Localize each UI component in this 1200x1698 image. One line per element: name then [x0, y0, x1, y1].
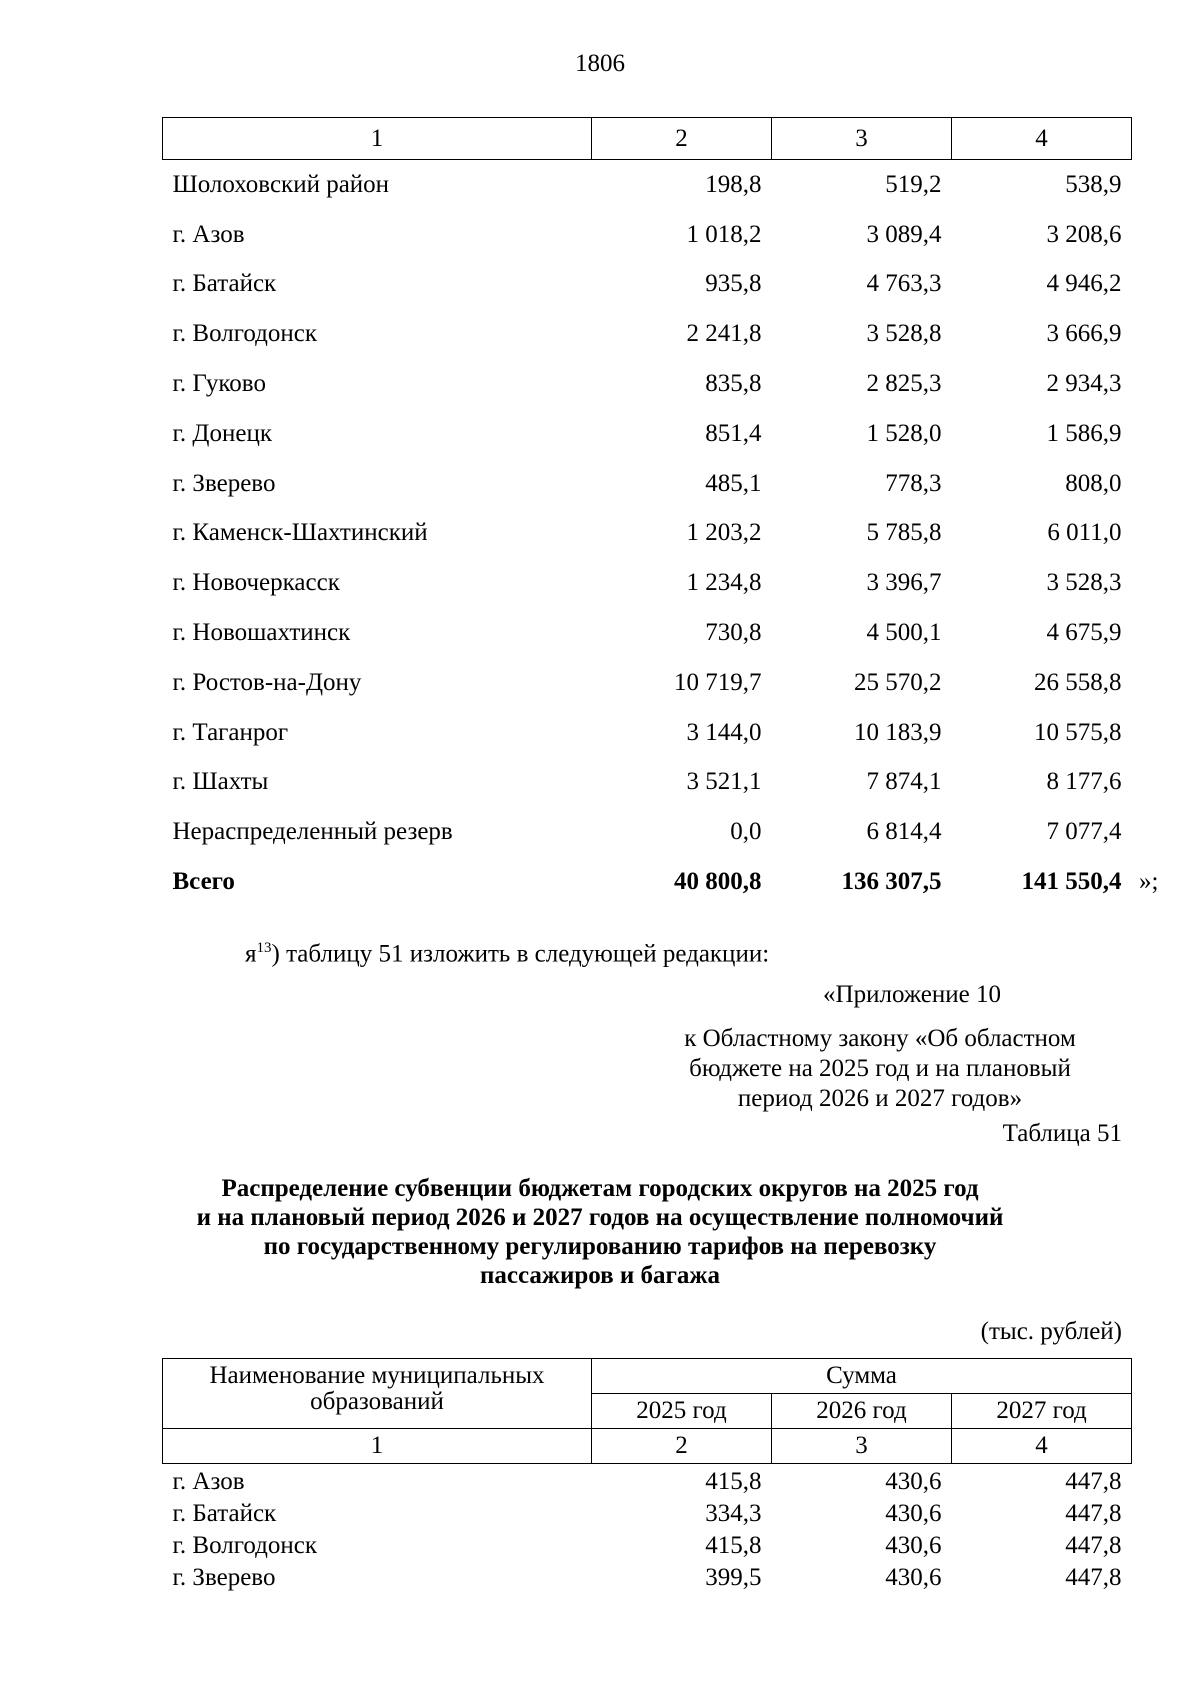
total-col-4: [952, 857, 1159, 907]
appendix-ref-line-1: к Областному закону «Об областном: [684, 1025, 1076, 1052]
municipality-name: г. Таганрог: [172, 718, 289, 746]
total-row: [163, 857, 1132, 907]
table-header-row: [163, 1359, 1132, 1394]
table-row: [163, 509, 1132, 559]
table-caption: Таблица 51: [1002, 1120, 1122, 1147]
subvention-table-top: [162, 117, 1159, 907]
value-col-2: 1 018,2: [686, 220, 762, 248]
value-col-2: 835,8: [705, 370, 762, 398]
value-col-2: 485,1: [705, 469, 762, 497]
table-row: [163, 459, 1132, 509]
municipality-name: г. Батайск: [172, 270, 277, 298]
table-row: [163, 1562, 1132, 1594]
value-col-2: 0,0: [730, 818, 762, 846]
total-col-4-value: 141 550,4: [1021, 868, 1122, 896]
value-2026: 430,6: [885, 1564, 942, 1591]
value-col-3: 4 500,1: [866, 619, 942, 647]
value-2027: 447,8: [1065, 1532, 1122, 1559]
title-line: Распределение субвенции бюджетам городских округов на 2025 год: [221, 1175, 979, 1202]
table-column-numbers-row: [163, 1429, 1132, 1464]
municipality-name: г. Новочеркасск: [172, 569, 340, 597]
value-col-2: 730,8: [705, 619, 762, 647]
table-header-row: [163, 118, 1132, 160]
header-sum: Сумма: [592, 1359, 1132, 1394]
municipality-name: г. Волгодонск: [172, 1532, 318, 1559]
value-col-4: 1 586,9: [1046, 419, 1122, 447]
column-number: 1: [163, 118, 592, 160]
value-col-2: 1 234,8: [686, 569, 762, 597]
value-col-2: 10 719,7: [674, 668, 762, 696]
municipality-name: г. Донецк: [172, 419, 272, 447]
subvention-table-51: [162, 1358, 1132, 1594]
value-col-4: 538,9: [1065, 170, 1122, 198]
value-2025: 415,8: [705, 1532, 762, 1559]
table-row: [163, 160, 1132, 210]
title-line: и на плановый период 2026 и 2027 годов на осуществление полномочий: [196, 1204, 1004, 1231]
value-col-4: 7 077,4: [1046, 818, 1122, 846]
municipality-name: Шолоховский район: [172, 170, 390, 198]
value-col-3: 3 396,7: [866, 569, 942, 597]
value-col-4: 3 666,9: [1046, 320, 1122, 348]
column-number: 2: [592, 1429, 772, 1464]
table-row: [163, 558, 1132, 608]
municipality-name: г. Зверево: [172, 469, 276, 497]
title-line: пассажиров и багажа: [479, 1262, 721, 1289]
value-2027: 447,8: [1065, 1564, 1122, 1591]
appendix-ref-line-2: бюджете на 2025 год и на плановый: [689, 1055, 1071, 1082]
units-label: (тыс. рублей): [980, 1318, 1122, 1345]
municipality-name: г. Новошахтинск: [172, 619, 351, 647]
value-col-4: 4 675,9: [1046, 619, 1122, 647]
value-col-2: 198,8: [705, 170, 762, 198]
value-col-3: 778,3: [885, 469, 942, 497]
value-2025: 399,5: [705, 1564, 762, 1591]
municipality-name: г. Батайск: [172, 1500, 277, 1527]
column-number: 1: [163, 1429, 592, 1464]
value-2025: 415,8: [705, 1468, 762, 1495]
value-col-3: 6 814,4: [866, 818, 942, 846]
municipality-name: г. Каменск-Шахтинский: [172, 519, 428, 547]
value-col-2: 935,8: [705, 270, 762, 298]
table-row: [163, 1530, 1132, 1562]
value-col-3: 5 785,8: [866, 519, 942, 547]
value-col-2: 851,4: [705, 419, 762, 447]
value-2026: 430,6: [885, 1500, 942, 1527]
appendix-label: «Приложение 10: [823, 981, 1001, 1008]
header-year: 2026 год: [772, 1394, 952, 1429]
amendment-paragraph: [245, 940, 769, 968]
appendix-ref-line-3: период 2026 и 2027 годов»: [737, 1085, 1023, 1112]
value-col-4: 2 934,3: [1046, 370, 1122, 398]
value-col-3: 10 183,9: [854, 718, 942, 746]
value-2027: 447,8: [1065, 1500, 1122, 1527]
value-col-4: 808,0: [1065, 469, 1122, 497]
municipality-name: г. Зверево: [172, 1564, 276, 1591]
value-col-4: 8 177,6: [1046, 768, 1122, 796]
title-line: по государственному регулированию тарифов на перевозку: [263, 1233, 937, 1260]
total-col-2: 40 800,8: [674, 868, 762, 896]
value-col-3: 4 763,3: [866, 270, 942, 298]
municipality-name: г. Гуково: [172, 370, 266, 398]
table-row: [163, 1498, 1132, 1530]
table-row: [163, 359, 1132, 409]
value-col-3: 3 528,8: [866, 320, 942, 348]
header-year: 2025 год: [592, 1394, 772, 1429]
value-2026: 430,6: [885, 1532, 942, 1559]
column-number: 3: [772, 118, 952, 160]
value-col-2: 3 144,0: [686, 718, 762, 746]
table-row: [163, 658, 1132, 708]
header-municipality: Наименование муниципальных образований: [163, 1359, 592, 1429]
value-col-3: 3 089,4: [866, 220, 942, 248]
paragraph-superscript: 13: [256, 940, 272, 956]
value-col-4: 26 558,8: [1034, 668, 1122, 696]
value-col-4: 10 575,8: [1034, 718, 1122, 746]
value-col-4: 3 528,3: [1046, 569, 1122, 597]
total-col-3: 136 307,5: [841, 868, 942, 896]
paragraph-text: ) таблицу 51 изложить в следующей редакции:: [271, 940, 770, 968]
value-col-2: 2 241,8: [686, 320, 762, 348]
value-col-4: 6 011,0: [1047, 519, 1122, 547]
value-2026: 430,6: [885, 1468, 942, 1495]
value-2025: 334,3: [705, 1500, 762, 1527]
value-2027: 447,8: [1065, 1468, 1122, 1495]
closing-quote-mark: »;: [1139, 868, 1159, 896]
column-number: 3: [772, 1429, 952, 1464]
municipality-name: г. Азов: [172, 1468, 245, 1495]
table-row: [163, 758, 1132, 808]
total-label: Всего: [172, 868, 235, 896]
value-col-4: 3 208,6: [1046, 220, 1122, 248]
table-title: [150, 1174, 1050, 1290]
value-col-4: 4 946,2: [1046, 270, 1122, 298]
table-row: [163, 309, 1132, 359]
value-col-2: 3 521,1: [686, 768, 762, 796]
table-row: [163, 807, 1132, 857]
municipality-name: г. Волгодонск: [172, 320, 318, 348]
paragraph-prefix: я: [245, 940, 257, 968]
value-col-3: 7 874,1: [866, 768, 942, 796]
municipality-name: г. Азов: [172, 220, 245, 248]
column-number: 2: [592, 118, 772, 160]
column-number: 4: [952, 1429, 1132, 1464]
table-row: [163, 210, 1132, 260]
table-row: [163, 708, 1132, 758]
value-col-3: 519,2: [885, 170, 942, 198]
table-row: [163, 608, 1132, 658]
value-col-3: 2 825,3: [866, 370, 942, 398]
municipality-name: Нераспределенный резерв: [172, 818, 453, 846]
table-row: [163, 260, 1132, 310]
value-col-3: 25 570,2: [854, 668, 942, 696]
value-col-3: 1 528,0: [866, 419, 942, 447]
table-row: [163, 1464, 1132, 1499]
municipality-name: г. Шахты: [172, 768, 269, 796]
value-col-2: 1 203,2: [686, 519, 762, 547]
column-number: 4: [952, 118, 1132, 160]
table-row: [163, 409, 1132, 459]
municipality-name: г. Ростов-на-Дону: [172, 668, 362, 696]
header-year: 2027 год: [952, 1394, 1132, 1429]
page-number: 1806: [575, 50, 625, 77]
